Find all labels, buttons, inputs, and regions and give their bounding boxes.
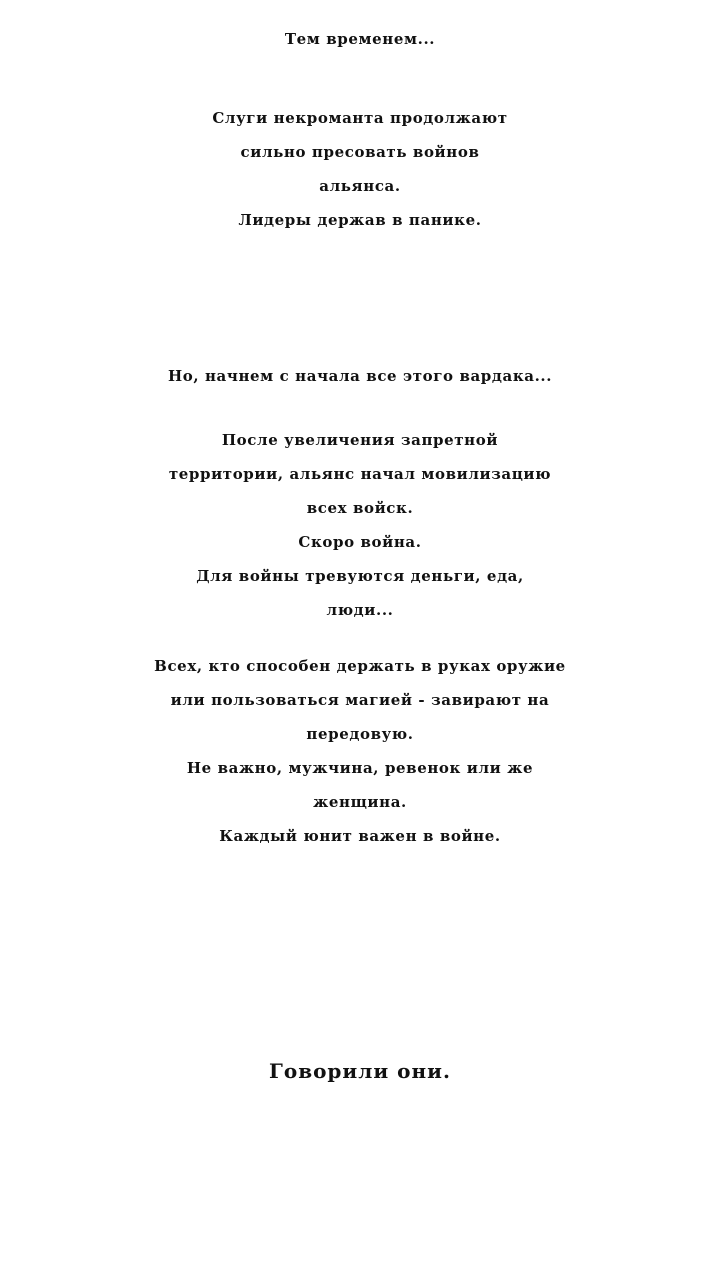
heading-beginning: Но, начнем с начала все этого вардака... (167, 367, 553, 385)
text-line: Всех, кто способен держать в руках оружие (154, 657, 566, 675)
text-line: женщина. (313, 793, 407, 811)
text-line: Не важно, мужчина, ревенок или же (186, 759, 534, 777)
text-line: Для войны тревуются деньги, еда, (196, 567, 524, 585)
text-line: территории, альянс начал мовилизацию (168, 465, 552, 483)
text-line: Скоро война. (298, 533, 422, 551)
text-line: или пользоваться магией - завирают на (170, 691, 550, 709)
text-line: всех войск. (306, 499, 414, 517)
text-line: После увеличения запретной (221, 431, 499, 449)
closing-line: Говорили они. (269, 1059, 451, 1083)
text-line: альянса. (319, 177, 401, 195)
text-line: люди... (326, 601, 394, 619)
heading-meanwhile: Тем временем... (284, 30, 436, 48)
text-line: Лидеры держав в панике. (238, 211, 482, 229)
text-line: сильно пресовать войнов (240, 143, 480, 161)
text-line: Слуги некроманта продолжают (212, 109, 508, 127)
text-line: передовую. (306, 725, 414, 743)
text-line: Каждый юнит важен в войне. (219, 827, 501, 845)
